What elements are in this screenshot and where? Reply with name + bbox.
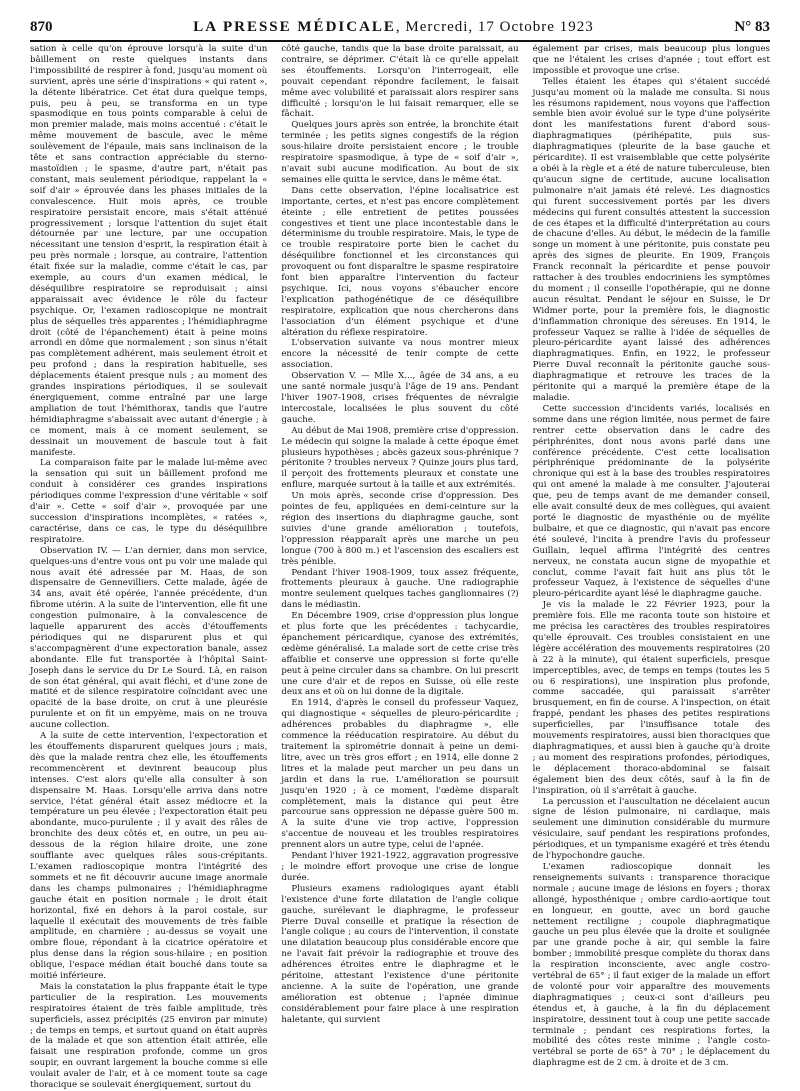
paragraph: La percussion et l'auscultation ne décelaient aucun signe de lésion pulmonaire, ni cardiaque, mais seulement une diminution considérable du murmure vésiculaire, sauf pendant les respirations profondes, périodiques, et un tympanisme exagéré et très étendu de l'hypochondre gauche. [532,796,770,862]
issue-number: N° 83 [734,18,770,35]
running-head [193,19,594,36]
paragraph: L'observation suivante va nous montrer mieux encore la nécessité de tenir compte de cette association. [281,338,519,371]
paragraph: A la suite de cette intervention, l'expectoration et les étouffements disparurent quelques jours ; mais, dès que la malade rentra chez elle, les étouffements recommencèrent et devinrent beaucoup plus intenses. C'est alors qu'elle alla consulter à son dispensaire M. Haas. Lorsqu'elle arriva dans notre service, l'état général était assez médiocre et la température un peu élevée ; l'expectoration était peu abondante, muco-purulente ; il y avait des râles de bronchite des deux côtés et, en outre, un peu au-dessous de la région hilaire droite, une zone soufflante avec quelques râles sous-crépitants. L'examen radioscopique montra l'intégrité des sommets et ne fit découvrir aucune image anormale dans les champs pulmonaires ; l'hémidiaphragme gauche était en position normale ; le droit était horizontal, fixé en dehors à la paroi costale, sur laquelle il exécutait des mouvements de très faible amplitude, en charnière ; au-dessus se voyait une ombre floue, répondant à la cicatrice opératoire et plus dense dans la région sous-hilaire ; en position oblique, l'espace médian était bouché dans toute sa moitié inférieure. [30,731,268,982]
page-number: 870 [30,18,53,35]
paragraph: Dans cette observation, l'épine localisatrice est importante, certes, et n'est pas encore complètement éteinte ; elle entretient de petites poussées congestives et tient une place incontestable dans le déterminisme du trouble respiratoire. Mais, le type de ce trouble respiratoire porte bien le cachet du déséquilibre fonctionnel et les circonstances qui provoquent ou font disparaître le spasme respiratoire font bien apparaître l'intervention du facteur psychique. Ici, nous voyons s'ébaucher encore l'explication pathogénétique de ce déséquilibre respiratoire, explication que nous chercherons dans l'association d'un élément psychique et d'une altération du réflexe respiratoire. [281,185,519,338]
paragraph: sation à celle qu'on éprouve lorsqu'à la suite d'un bâillement on reste quelques instants dans l'impossibilité de respirer à fond, jusqu'au moment où survient, après une série d'inspirations « qui ratent », la détente libératrice. Cet état dura quelque temps, puis, peu à peu, se transforma en un type spasmodique en tous points comparable à celui de mon premier malade, mais moins accentué : c'était le même mouvement de bascule, avec le même soulèvement de l'épaule, mais sans inclinaison de la tête et sans contraction appréciable du sterno-mastoïdien ; le spasme, d'autre part, n'était pas constant, mais seulement périodique, rappelant la « soif d'air » éprouvée dans les phases initiales de la convalescence. Huit mois après, ce trouble respiratoire persistait encore, mais s'était atténué progressivement ; lorsque l'attention du sujet était détournée par une lecture, par une occupation nécessitant une tension d'esprit, la respiration était à peu près normale ; lorsque, au contraire, l'attention était fixée sur la maladie, comme c'était le cas, par exemple, au cours d'un examen médical, le déséquilibre respiratoire se reproduisait ; ainsi apparaissait avec évidence le rôle du facteur psychique. Or, l'examen radioscopique ne montrait plus de séquelles très apparentes ; l'hémidiaphragme droit (côté de l'épanchement) était à peine moins arrondi en dôme que normalement ; son sinus n'était pas complètement adhérent, mais seulement étroit et peu profond ; dans la respiration habituelle, ses déplacements étaient presque nuls ; au moment des grandes inspirations périodiques, il se soulevait énergiquement, comme entraîné par une large ampliation de tout l'hémithorax, tandis que l'autre hémidiaphragme s'abaissait avec autant d'énergie ; à ce moment, mais à ce moment seulement, se dessinait un mouvement de bascule tout à fait manifeste. [30,44,268,458]
paragraph: En Décembre 1909, crise d'oppression plus longue et plus forte que les précédentes : tachycardie, épanchement péricardique, cyanose des extrémités, œdème généralisé. La malade sort de cette crise très affaiblie et conserve une oppression si forte qu'elle peut à peine circuler dans sa chambre. On lui prescrit une cure d'air et de repos en Suisse, où elle reste deux ans et où on lui donne de la digitale. [281,611,519,698]
paragraph: L'examen radioscopique donnait les renseignements suivants : transparence thoracique normale ; aucune image de lésions en foyers ; thorax allongé, hyposthénique ; ombre cardio-aortique tout en longueur, en goutte, avec un bord gauche nettement rectiligne ; coupole diaphragmatique gauche un peu plus élevée que la droite et soulignée par une grande poche à air, qui semble la faire bomber ; immobilité presque complète du thorax dans la respiration inconsciente, avec angle costro-vertébral de 65° ; il faut exiger de la malade un effort de volonté pour voir apparaître des mouvements diaphragmatiques ; ceux-ci sont d'ailleurs peu étendus et, à gauche, à la fin du déplacement inspiratoire, dessinent tout à coup une petite saccade terminale ; pendant ces respirations fortes, la mobilité des côtes reste minime ; l'angle costo-vertébral se porte de 65° à 70° ; le déplacement du diaphragme est de 2 cm. à droite et de 3 cm. [532,861,770,1069]
page-header [30,14,770,42]
column-3 [533,44,770,1074]
paragraph: Observation IV. — L'an dernier, dans mon service, quelques-uns d'entre vous ont pu voir une malade qui nous avait été adressée par M. Haas, de son dispensaire de Gennevilliers. Cette malade, âgée de 34 ans, avait été opérée, l'année précédente, d'un fibrome utérin. A la suite de l'intervention, elle fit une congestion pulmonaire, à la convalescence de laquelle apparurent des accès d'étouffements périodiques qui ne disparurent plus et qui s'accompagnèrent d'une expectoration banale, assez abondante. Elle fut transportée à l'hôpital Saint-Joseph dans le service du Dr Le Sourd. Là, en raison de son état général, qui avait fléchi, et d'une zone de matité et de silence respiratoire coïncidant avec une opacité de la base droite, on crut à une pleurésie purulente et on fit un empyème, mais on ne trouva aucune collection. [30,545,268,731]
paragraph: côté gauche, tandis que la base droite paraissait, au contraire, se déprimer. C'était là ce qu'elle appelait ses étouffements. Lorsqu'on l'interrogeait, elle pouvait cependant répondre facilement, le faisait même avec volubilité et paraissait alors respirer sans difficulté ; lorsqu'on le lui faisait remarquer, elle se fâchait. [281,44,519,120]
paragraph: Mais la constatation la plus frappante était le type particulier de la respiration. Les mouvements respiratoires étaient de très faible amplitude, très superficiels, assez précipités (25 environ par minute) ; de temps en temps, et surtout quand on était auprès de la malade et que son attention était attirée, elle faisait une respiration profonde, comme un gros soupir, en ouvrant largement la bouche comme si elle voulait avaler de l'air, et à ce moment toute sa cage thoracique se soulevait énergiquement, surtout du [30,981,268,1091]
paragraph: Observation V. — Mlle X..., âgée de 34 ans, a eu une santé normale jusqu'à l'âge de 19 ans. Pendant l'hiver 1907-1908, crises fréquentes de névralgie intercostale, localisées le plus souvent du côté gauche. [281,371,519,425]
paragraph: Pendant l'hiver 1908-1909, toux assez fréquente, frottements pleuraux à gauche. Une radiographie montre seulement quelques taches ganglionnaires (?) dans le médiastin. [281,567,519,611]
paragraph: Telles étaient les étapes qui s'étaient succédé jusqu'au moment où la malade me consulta. Si nous les résumons rapidement, nous voyons que l'affection semble bien avoir évolué sur le type d'une polysérite dont les manifestations furent d'abord sous-diaphragmatiques (périhépatite, puis sus-diaphragmatiques (pleurite de la base gauche et péricardite). Il est vraisemblable que cette polysérite a obéi à la règle et a été de nature tuberculeuse, bien qu'aucun signe de certitude, aucune localisation pulmonaire n'ait jamais été relevé. Les diagnostics qui furent successivement portés par les divers médecins qui furent consultés attestent la succession de ces étapes et la difficulté d'interprétation au cours de chacune d'elles. Au début, le médecin de la famille songe un moment à une péritonite, puis constate peu après des signes de pleurite. En 1909, François Franck reconnaît la péricardite et pense pouvoir rattacher à des troubles endocriniens les symptômes du moment ; il conseille l'opothérapie, qui ne donne aucun résultat. Pendant le séjour en Suisse, le Dr Widmer porte, pour la première fois, le diagnostic d'inflammation chronique des séreuses. En 1914, le professeur Vaquez se rallie à l'idée de séquelles de pleuro-péricardite ayant laissé des adhérences diaphragmatiques. Enfin, en 1922, le professeur Pierre Duval reconnaît la péritonite gauche sous-diaphragmatique et retrouve les traces de la péritonite qui a marqué la première étape de la maladie. [532,76,770,403]
paragraph: Au début de Mai 1908, première crise d'oppression. Le médecin qui soigne la malade à cette époque émet plusieurs hypothèses ; abcès gazeux sous-phrénique ? péritonite ? troubles nerveux ? Quinze jours plus tard, il perçoit des frottements pleuraux et constate une enflure, marquée surtout à la taille et aux extrémités. [281,425,519,491]
paragraph: Cette succession d'incidents variés, localisés en somme dans une région limitée, nous permet de faire rentrer cette observation dans le cadre des périphrénites, dont nous avons parlé dans une conférence précédente. C'est cette localisation périphrénique prédominante de la polysérite chronique qui est à la base des troubles respiratoires qui ont amené la malade à me consulter. J'ajouterai que, peu de temps avant de me demander conseil, elle avait consulté deux de mes collègues, qui avaient porté le diagnostic de myasthénie ou de myélite bulbaire, et que ce diagnostic, qui n'avait pas encore été soulevé, l'incita à prendre l'avis du professeur Guillain, lequel affirma l'intégrité des centres nerveux, ne constata aucun signe de myopathie et conclut, comme l'avait fait huit ans plus tôt le professeur Vaquez, à l'existence de séquelles d'une pleuro-péricardite ayant lésé le diaphragme gauche. [532,403,770,600]
paragraph: En 1914, d'après le conseil du professeur Vaquez, qui diagnostique « séquelles de pleuro-péricardite ; adhérences probables du diaphragme », elle commence la rééducation respiratoire. Au début du traitement la spirométrie donnait à peine un demi-litre, avec un très gros effort ; en 1914, elle donne 2 litres et la malade peut marcher un peu dans un jardin et dans la rue. L'amélioration se poursuit jusqu'en 1920 ; à ce moment, l'œdème disparaît complètement, mais la distance qui peut être parcourue sans oppression ne dépasse guère 500 m. A la suite d'une vie trop active, l'oppression s'accentue de nouveau et les troubles respiratoires prennent alors un autre type, celui de l'apnée. [281,698,519,851]
paragraph: La comparaison faite par le malade lui-même avec la sensation qui suit un bâillement profond me conduit à considérer ces grandes inspirations périodiques comme l'expression d'une véritable « soif d'air ». Cette « soif d'air », provoquée par une succession d'inspirations incomplètes, « ratées », caractérise, dans ce cas, le type du déséquilibre respiratoire. [30,458,268,545]
article-body [30,44,770,1091]
paragraph: également par crises, mais beaucoup plus longues que ne l'étaient les crises d'apnée ; tout effort est impossible et provoque une crise. [532,44,770,76]
paragraph: Quelques jours après son entrée, la bronchite était terminée ; les petits signes congestifs de la région sous-hilaire droite persistaient encore ; le trouble respiratoire spasmodique, à type de « soif d'air », n'avait subi aucune modification. Au bout de six semaines elle quitta le service, dans le même état. [281,120,519,185]
paragraph: Je vis la malade le 22 Février 1923, pour la première fois. Elle me raconta toute son histoire et me précisa les caractères des troubles respiratoires qu'elle éprouvait. Ces troubles consistaient en une légère accélération des mouvements respiratoires (20 à 22 à la minute), qui étaient superficiels, presque imperceptibles, avec, de temps en temps (toutes les 5 ou 6 respirations), une inspiration plus profonde, comme saccadée, qui paraissait s'arrêter brusquement, en fin de course. A l'inspection, on était frappé, pendant les phases des petites respirations superficielles, par l'insuffisance totale des mouvements respiratoires, aussi bien thoraciques que diaphragmatiques, et aussi bien à gauche qu'à droite ; au moment des respirations profondes, périodiques, le déplacement thoraco-abdominal se faisait également bien des deux côtés, sauf à la fin de l'inspiration, où il s'arrêtait à gauche. [532,600,770,796]
paragraph: Pendant l'hiver 1921-1922, aggravation progressive ; le moindre effort provoque une crise de longue durée. [281,851,519,883]
journal-title: LA PRESSE MÉDICALE [193,18,396,35]
column-2 [281,44,518,1074]
column-1 [30,44,268,1091]
issue-date: , Mercredi, 17 Octobre 1923 [395,18,594,35]
paragraph: Plusieurs examens radiologiques ayant établi l'existence d'une forte dilatation de l'angle colique gauche, surélevant le diaphragme, le professeur Pierre Duval conseille et pratique la résection de l'angle colique ; au cours de l'intervention, il constate une dilatation beaucoup plus considérable encore que ne l'avait fait prévoir la radiographie et trouve des adhérences étroites entre le diaphragme et le péritoine, attestant l'existence d'une péritonite ancienne. A la suite de l'opération, une grande amélioration est obtenue ; l'apnée diminue considérablement pour faire place à une respiration haletante, qui survient [281,883,519,1025]
paragraph: Un mois après, seconde crise d'oppression. Des pointes de feu, appliquées en demi-ceinture sur la région des insertions du diaphragme gauche, sont suivies d'une grande amélioration ; toutefois, l'oppression réapparaît après une marche un peu longue (700 à 800 m.) et l'ascension des escaliers est très pénible. [281,491,519,567]
